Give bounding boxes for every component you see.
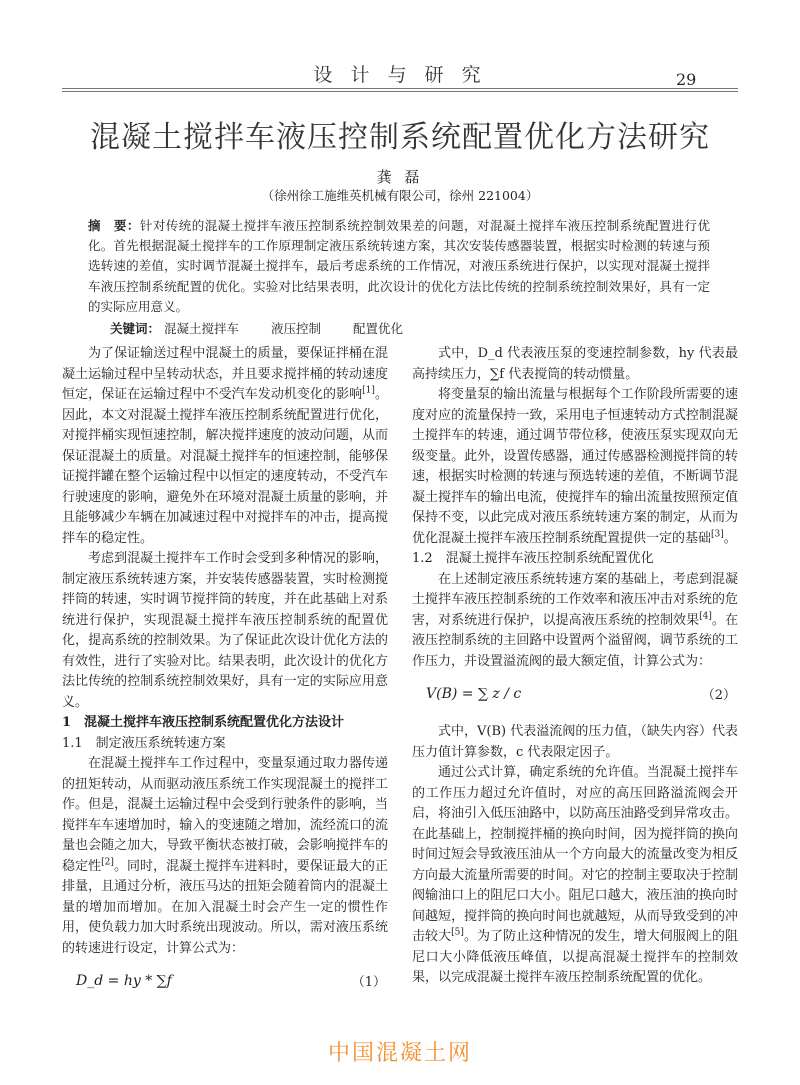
body-paragraph: 为了保证输送过程中混凝土的质量，要保证拌桶在混凝土运输过程中呈转动状态，并且要求搅拌桶的转动速度恒定，保证在运输过程中不受汽车发动机变化的影响[1]。因此，本文对混凝土搅拌车液压控制系统配置进行优化，对搅拌桶实现恒速控制，解决搅拌速度的波动问题，从而保证混凝土的质量。对混凝土搅拌车的恒速控制，能够保证搅拌罐在整个运输过程中以恒定的速度转动，不受汽车行驶速度的影响，避免外在环境对混凝土质量的影响，并且能够减少车辆在加减速过程中对搅拌车的冲击，提高搅拌车的稳定性。 — [62, 346, 388, 546]
body-paragraph: 通过公式计算，确定系统的允许值。当混凝土搅拌车的工作压力超过允许值时，对应的高压回路溢流阀会开启，将油引入低压油路中，以防高压油路受到异常攻击。在此基础上，控制搅拌桶的换向时间，因为搅拌筒的换向时间过短会导致液压油从一个方向最大的流量改变为相反方向最大流量所需要的时间。对它的控制主要取决于控制阀输油口上的阻尼口大小。阻尼口越大，液压油的换向时间越短，搅拌筒的换向时间也就越短，从而导致受到的冲击较大[5]。为了防止这种情况的发生，增大伺服阀上的阻尼口大小降低液压峰值，以提高混凝土搅拌车的控制效果，以完成混凝土搅拌车液压控制系统配置的优化。 — [412, 765, 738, 985]
keywords — [110, 319, 710, 337]
header-rule-top — [62, 88, 738, 89]
page-number: 29 — [676, 70, 697, 89]
abstract — [88, 216, 710, 317]
right-column — [412, 344, 738, 989]
abstract-text: 针对传统的混凝土搅拌车液压控制系统控制效果差的问题，对混凝土搅拌车液压控制系统配置进行优化。首先根据混凝土搅拌车的工作原理制定液压系统转速方案，其次安装传感器装置，根据实时检测的转速与预选转速的差值，实时调节混凝土搅拌车，最后考虑系统的工作情况，对液压系统进行保护，以实现对混凝土搅拌车液压控制系统配置的优化。实验对比结果表明，此次设计的优化方法比传统的控制系统控制效果好，具有一定的实际应用意义。 — [88, 218, 710, 314]
author: 龚 磊 — [376, 168, 424, 186]
citation: [4] — [699, 611, 712, 622]
keywords-label: 关键词： — [110, 321, 161, 336]
site-watermark: 中国混凝土网 — [327, 1041, 472, 1066]
body-paragraph: 在上述制定液压系统转速方案的基础上，考虑到混凝土搅拌车液压控制系统的工作效率和液压冲击对系统的危害，对系统进行保护，以提高液压系统的控制效果[4]。在液压控制系统的主回路中设置两个溢留阀，调节系统的工作压力，并设置溢流阀的最大额定值，计算公式为： — [412, 571, 738, 669]
body-paragraph: 考虑到混凝土搅拌车工作时会受到多种情况的影响，制定液压系统转速方案，并安装传感器装置，实时检测搅拌筒的转速，实时调节搅拌筒的转度，并在此基础上对系统进行保护，实现混凝土搅拌车液压控制系统的配置优化，提高系统的控制效果。为了保证此次设计优化方法的有效性，进行了实验对比。结果表明，此次设计的优化方法比传统的控制系统控制效果好，具有一定的实际应用意义。 — [62, 551, 388, 710]
equation-2 — [412, 676, 738, 718]
keyword-item: 液压控制 — [271, 321, 322, 336]
subsection-heading: 1.1 制定液压系统转速方案 — [62, 735, 226, 751]
affiliation: （徐州徐工施维英机械有限公司，徐州 221004） — [261, 188, 539, 203]
body-paragraph: 式中，D_d 代表液压泵的变速控制参数，hy 代表最高持续压力，∑f 代表搅筒的转动惯量。 — [412, 346, 738, 382]
body-paragraph: 将变量泵的输出流量与根据每个工作阶段所需要的速度对应的流量保持一致，采用电子恒速转动方式控制混凝土搅拌车的转速，通过调节带位移，使液压泵实现双向无级变量。此外，设置传感器，通过传感器检测搅拌筒的转速，根据实时检测的转速与预选转速的差值，不断调节混凝土搅拌车的输出电流，使搅拌车的输出流量按照预定值保持不变，以此完成对液压系统转速方案的制定，从而为优化混凝土搅拌车液压控制系统配置提供一定的基础[3]。 — [412, 387, 738, 546]
citation: [1] — [362, 385, 375, 396]
subsection-heading: 1.2 混凝土搅拌车液压控制系统配置优化 — [412, 551, 654, 566]
abstract-label: 摘 要： — [88, 218, 140, 233]
equation-number: （2） — [701, 688, 736, 703]
journal-section-heading: 设 计 与 研 究 — [313, 64, 487, 86]
keyword-item: 配置优化 — [353, 321, 404, 336]
equation-number: （1） — [351, 975, 386, 990]
body-paragraph: 在混凝土搅拌车工作过程中，变量泵通过取力器传递的扭矩转动，从而驱动液压系统工作实现混凝土的搅拌工作。但是，混凝土运输过程中会受到行驶条件的影响，当搅拌车车速增加时，输入的变速随之增加，流经流口的流量也会随之加大，导致平衡状态被打破，会影响搅拌车的稳定性[2]。同时，混凝土搅拌车进料时，要保证最大的正排量，且通过分析，液压马达的扭矩会随着筒内的混凝土量的增加而增加。在加入混凝土时会产生一定的惯性作用，使负载力加大时系统出现波动。所以，需对液压系统的转速进行设定，计算公式为： — [62, 756, 388, 956]
equation-1 — [62, 963, 388, 1005]
citation: [5] — [451, 927, 464, 938]
paper-title: 混凝土搅拌车液压控制系统配置优化方法研究 — [90, 120, 710, 155]
citation: [2] — [101, 857, 114, 868]
section-heading: 1 混凝土搅拌车液压控制系统配置优化方法设计 — [62, 715, 345, 730]
left-column — [62, 344, 388, 1009]
body-paragraph: 式中，V(B) 代表溢流阀的压力值，（缺失内容）代表压力值计算参数，c 代表限定因子。 — [412, 724, 738, 760]
equation-expression: V(B) = ∑ z / c — [426, 686, 522, 702]
keyword-item: 混凝土搅拌车 — [164, 321, 240, 336]
header-rule-bottom — [62, 91, 738, 92]
equation-expression: D_d = hy * ∑f — [76, 973, 172, 989]
citation: [3] — [711, 529, 724, 540]
